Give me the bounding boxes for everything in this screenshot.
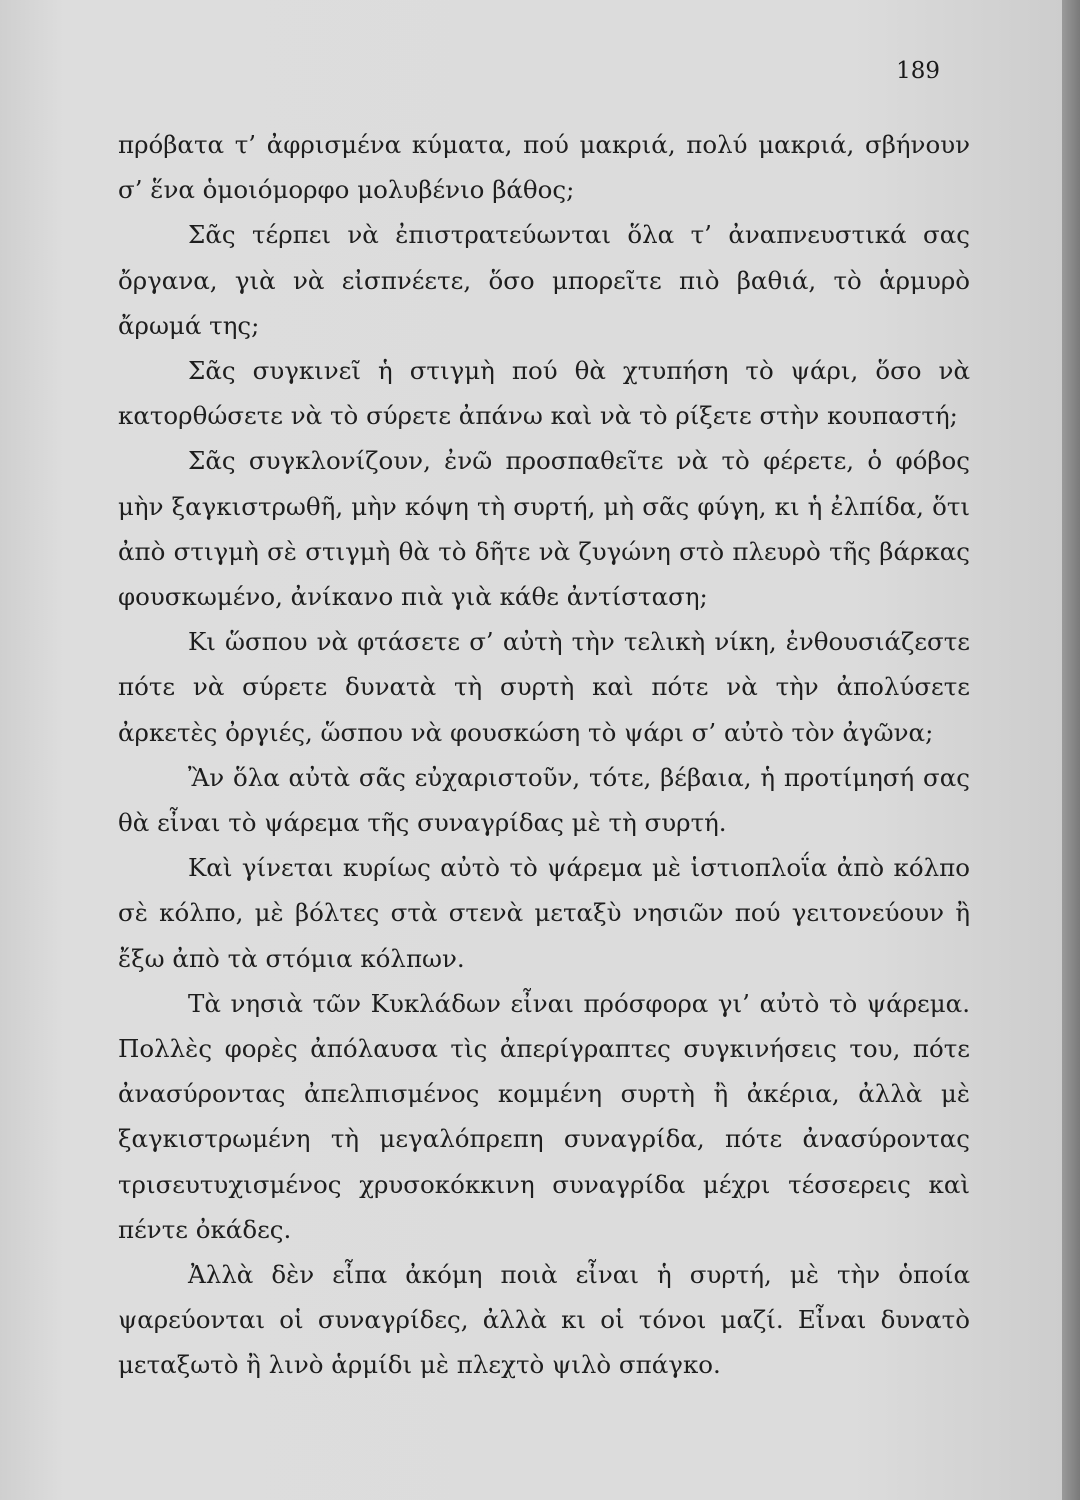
paragraph-2: Σᾶς τέρπει νὰ ἐπιστρατεύωνται ὅλα τ’ ἀναπνευστικά σας ὄργανα, γιὰ νὰ εἰσπνέετε, ὅσο μπορεῖτε πιὸ βαθιά, τὸ ἁρμυρὸ ἄρωμά της; (118, 220, 970, 340)
body-text (118, 122, 970, 1388)
page-number: 189 (896, 58, 940, 84)
paragraph-6: Ἂν ὅλα αὐτὰ σᾶς εὐχαριστοῦν, τότε, βέβαια, ἡ προτίμησή σας θὰ εἶναι τὸ ψάρεμα τῆς συναγρίδας μὲ τὴ συρτή. (118, 762, 970, 838)
paragraph-3: Σᾶς συγκινεῖ ἡ στιγμὴ πού θὰ χτυπήση τὸ ψάρι, ὅσο νὰ κατορθώσετε νὰ τὸ σύρετε ἀπάνω καὶ νὰ τὸ ρίξετε στὴν κουπαστή; (118, 356, 970, 431)
paragraph-7: Καὶ γίνεται κυρίως αὐτὸ τὸ ψάρεμα μὲ ἱστιοπλοΐα ἀπὸ κόλπο σὲ κόλπο, μὲ βόλτες στὰ στενὰ μεταξὺ νησιῶν πού γειτονεύουν ἢ ἔξω ἀπὸ τὰ στόμια κόλπων. (118, 853, 970, 973)
page-edge-shadow (1062, 0, 1080, 1500)
paragraph-8: Τὰ νησιὰ τῶν Κυκλάδων εἶναι πρόσφορα γι’ αὐτὸ τὸ ψάρεμα. Πολλὲς φορὲς ἀπόλαυσα τὶς ἀπερίγραπτες συγκινήσεις του, πότε ἀνασύροντας ἀπελπισμένος κομμένη συρτὴ ἢ ἀκέρια, ἀλλὰ μὲ ξαγκιστρωμένη τὴ μεγαλόπρεπη συναγρίδα, πότε ἀνασύροντας τρισευτυχισμένος χρυσοκόκκινη συναγρίδα μέχρι τέσσερεις καὶ πέντε ὀκάδες. (118, 988, 970, 1244)
paragraph-5: Κι ὥσπου νὰ φτάσετε σ’ αὐτὴ τὴν τελικὴ νίκη, ἐνθουσιάζεστε πότε νὰ σύρετε δυνατὰ τὴ συρτὴ καὶ πότε νὰ τὴν ἀπολύσετε ἀρκετὲς ὀργιές, ὥσπου νὰ φουσκώση τὸ ψάρι σ’ αὐτὸ τὸν ἀγῶνα; (118, 627, 970, 747)
paragraph-9: Ἀλλὰ δὲν εἶπα ἀκόμη ποιὰ εἶναι ἡ συρτή, μὲ τὴν ὁποία ψαρεύονται οἱ συναγρίδες, ἀλλὰ κι οἱ τόνοι μαζί. Εἶναι δυνατὸ μεταξωτὸ ἢ λινὸ ἁρμίδι μὲ πλεχτὸ ψιλὸ σπάγκο. (118, 1260, 970, 1380)
paragraph-1: πρόβατα τ’ ἀφρισμένα κύματα, πού μακριά, πολύ μακριά, σβήνουν σ’ ἕνα ὁμοιόμορφο μολυβένιο βάθος; (118, 130, 970, 205)
paragraph-4: Σᾶς συγκλονίζουν, ἐνῶ προσπαθεῖτε νὰ τὸ φέρετε, ὁ φόβος μὴν ξαγκιστρωθῆ, μὴν κόψη τὴ συρτή, μὴ σᾶς φύγη, κι ἡ ἐλπίδα, ὅτι ἀπὸ στιγμὴ σὲ στιγμὴ θὰ τὸ δῆτε νὰ ζυγώνη στὸ πλευρὸ τῆς βάρκας φουσκωμένο, ἀνίκανο πιὰ γιὰ κάθε ἀντίσταση; (118, 446, 970, 612)
